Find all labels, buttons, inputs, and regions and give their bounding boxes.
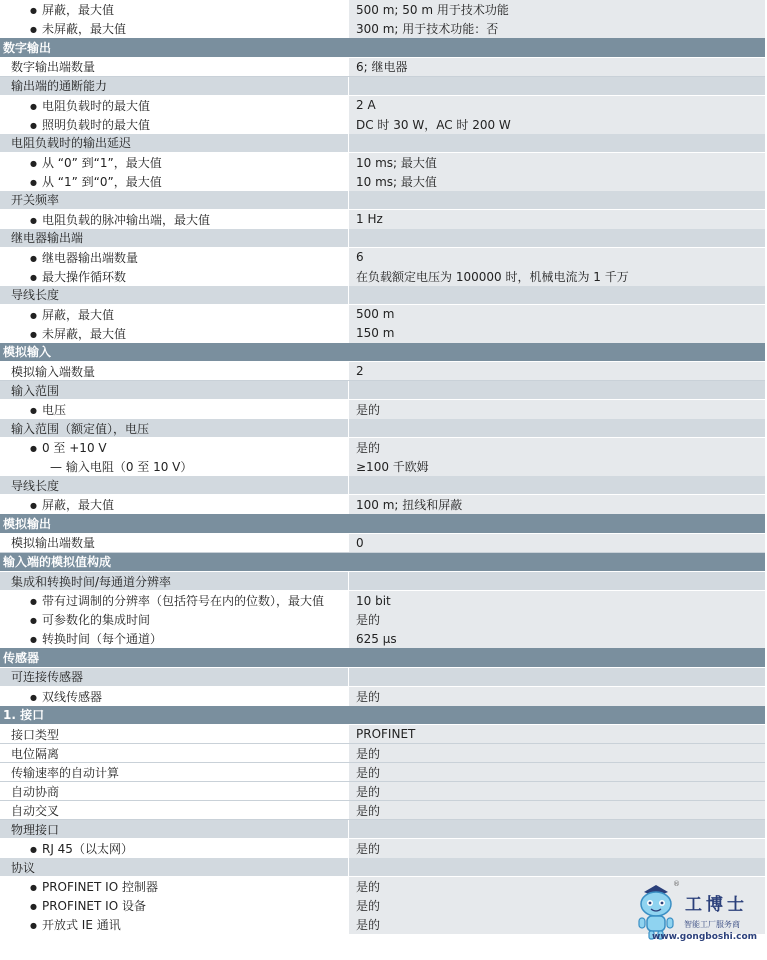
spec-label: 照明负载时的最大值 [41, 117, 150, 132]
bullet-icon [30, 308, 42, 322]
group-header-row [0, 381, 765, 400]
spec-label-cell [0, 840, 348, 857]
spec-value: PROFINET [348, 725, 765, 743]
watermark-url: www.gongboshi.com [652, 932, 758, 942]
spec-label: 输入范围 [11, 383, 60, 398]
spec-row [0, 0, 765, 19]
spec-value: 是的 [348, 915, 765, 934]
spec-label: 继电器输出端 [11, 231, 84, 245]
spec-label-cell [0, 573, 348, 590]
spec-label: 集成和转换时间/每通道分辨率 [11, 574, 172, 589]
spec-label: PROFINET IO 设备 [41, 899, 146, 913]
spec-label: PROFINET IO 控制器 [41, 880, 158, 894]
bullet-icon [30, 899, 42, 913]
spec-value: 0 [348, 534, 765, 552]
spec-label-cell [0, 382, 348, 399]
spec-label-cell [0, 58, 348, 75]
section-header [0, 706, 765, 726]
spec-value: 300 m; 用于技术功能：否 [348, 19, 765, 38]
spec-row [0, 267, 765, 286]
spec-value: 是的 [348, 744, 765, 762]
spec-row [0, 687, 765, 706]
spec-value [348, 476, 765, 494]
spec-row [0, 172, 765, 191]
spec-label-cell [0, 916, 348, 933]
bullet-icon [30, 251, 42, 265]
spec-label-cell [0, 477, 348, 494]
spec-row [0, 534, 765, 553]
spec-row [0, 210, 765, 229]
spec-label: 转换时间（每个通道） [41, 632, 162, 646]
bullet-icon [30, 327, 42, 341]
spec-label-cell [0, 630, 348, 647]
spec-value: 是的 [348, 610, 765, 629]
spec-row [0, 725, 765, 744]
spec-label-cell [0, 420, 348, 437]
spec-label-cell [0, 116, 348, 133]
spec-label-cell [0, 764, 348, 781]
spec-label-cell [0, 191, 348, 208]
bullet-icon [30, 22, 42, 36]
spec-label-cell [0, 439, 348, 456]
spec-label-cell [0, 726, 348, 743]
spec-value: ≥100 千欧姆 [348, 457, 765, 476]
spec-label-cell [0, 249, 348, 266]
spec-label: 输入范围（额定值），电压 [11, 421, 150, 436]
spec-label-cell [0, 821, 348, 838]
bullet-icon [30, 213, 42, 227]
spec-value: 6; 继电器 [348, 58, 765, 76]
group-header-row [0, 476, 765, 495]
bullet-icon [30, 690, 42, 704]
spec-value: 是的 [348, 801, 765, 819]
group-header-row [0, 820, 765, 839]
registered-mark: ® [673, 880, 680, 888]
spec-row [0, 19, 765, 38]
spec-value [348, 191, 765, 209]
spec-label-cell [0, 154, 348, 171]
spec-label-cell [0, 306, 348, 323]
spec-label-cell [0, 611, 348, 628]
spec-value: 10 bit [348, 591, 765, 610]
spec-value: 是的 [348, 877, 765, 896]
section-title: 数字输出 [3, 40, 52, 55]
spec-value [348, 77, 765, 95]
spec-row [0, 610, 765, 629]
spec-label-cell [0, 745, 348, 762]
group-header-row [0, 77, 765, 96]
spec-label-cell [0, 897, 348, 914]
spec-label: 自动协商 [11, 784, 60, 799]
spec-label: 可连接传感器 [11, 670, 84, 684]
spec-label: 输出端的通断能力 [11, 79, 108, 93]
bullet-icon [30, 842, 42, 856]
bullet-icon [30, 156, 42, 170]
spec-label: 双线传感器 [41, 689, 102, 704]
section-header [0, 38, 765, 58]
spec-label: 带有过调制的分辨率（包括符号在内的位数），最大值 [41, 594, 324, 608]
spec-label: 数字输出端数量 [11, 60, 96, 74]
spec-row [0, 400, 765, 419]
group-header-row [0, 191, 765, 210]
section-header [0, 343, 765, 363]
group-header-row [0, 668, 765, 687]
section-title: 输入端的模拟值构成 [3, 555, 112, 570]
section-header [0, 553, 765, 573]
spec-label: 屏蔽，最大值 [41, 498, 114, 512]
spec-label-cell [0, 802, 348, 819]
spec-label-cell [0, 286, 348, 303]
spec-label-cell [0, 534, 348, 551]
spec-value: 500 m; 50 m 用于技术功能 [348, 0, 765, 19]
spec-row [0, 839, 765, 858]
spec-value: 2 A [348, 96, 765, 115]
spec-value: 是的 [348, 687, 765, 706]
spec-value: 2 [348, 362, 765, 380]
spec-label: 传输速率的自动计算 [11, 765, 120, 780]
spec-label: 未屏蔽，最大值 [41, 326, 126, 341]
spec-label-cell [0, 878, 348, 895]
spec-row [0, 115, 765, 134]
bullet-icon [30, 880, 42, 894]
spec-value: 是的 [348, 438, 765, 457]
bullet-icon [30, 270, 42, 284]
spec-value [348, 572, 765, 590]
section-header [0, 648, 765, 668]
section-title: 传感器 [3, 650, 40, 665]
spec-value [348, 286, 765, 304]
bullet-icon [30, 632, 42, 646]
spec-label-cell [0, 458, 348, 475]
spec-label-cell [0, 668, 348, 685]
bullet-icon [30, 498, 42, 512]
group-header-row [0, 419, 765, 438]
spec-label: 电位隔离 [11, 746, 60, 761]
spec-value: 是的 [348, 896, 765, 915]
group-header-row [0, 286, 765, 305]
group-header-row [0, 572, 765, 591]
spec-value [348, 820, 765, 838]
spec-label-cell [0, 97, 348, 114]
spec-label: RJ 45（以太网） [41, 842, 133, 856]
spec-label-cell [0, 496, 348, 513]
spec-label-cell [0, 20, 348, 37]
spec-label: 自动交叉 [11, 803, 60, 818]
spec-row [0, 305, 765, 324]
spec-label-cell [0, 783, 348, 800]
spec-label: 导线长度 [11, 478, 60, 493]
spec-label-cell [0, 77, 348, 94]
spec-value: 150 m [348, 324, 765, 343]
spec-row [0, 248, 765, 267]
spec-label: 从 “1” 到“0”，最大值 [41, 174, 162, 189]
spec-value [348, 381, 765, 399]
spec-row [0, 495, 765, 514]
spec-value: 625 μs [348, 629, 765, 648]
spec-label: 开关频率 [11, 193, 60, 207]
spec-label-cell [0, 688, 348, 705]
spec-row [0, 457, 765, 476]
spec-row [0, 763, 765, 782]
spec-row [0, 362, 765, 381]
spec-label: — 输入电阻（0 至 10 V） [50, 460, 193, 474]
bullet-icon [30, 3, 42, 17]
spec-row [0, 324, 765, 343]
spec-label-cell [0, 268, 348, 285]
spec-label-cell [0, 363, 348, 380]
spec-value: 10 ms; 最大值 [348, 153, 765, 172]
spec-label: 屏蔽，最大值 [41, 307, 114, 322]
bullet-icon [30, 441, 42, 455]
spec-label: 最大操作循环数 [41, 269, 126, 284]
spec-label: 从 “0” 到“1”，最大值 [41, 155, 162, 170]
bullet-icon [30, 99, 42, 113]
watermark-brand: 工博士 [685, 895, 748, 915]
bullet-icon [30, 175, 42, 189]
spec-label: 开放式 IE 通讯 [41, 918, 121, 932]
spec-row [0, 591, 765, 610]
spec-row [0, 782, 765, 801]
spec-label-cell [0, 859, 348, 876]
bullet-icon [30, 118, 42, 132]
spec-label-cell [0, 211, 348, 228]
group-header-row [0, 858, 765, 877]
watermark [630, 878, 760, 944]
section-title: 模拟输出 [3, 516, 52, 531]
spec-label: 0 至 +10 V [41, 441, 107, 455]
watermark-subtitle: 智能工厂服务商 [684, 920, 740, 929]
spec-row [0, 629, 765, 648]
spec-label-cell [0, 229, 348, 246]
spec-label: 模拟输入端数量 [11, 364, 96, 379]
spec-value: 在负载额定电压为 100000 时，机械电流为 1 千万 [348, 267, 765, 286]
spec-value: 是的 [348, 782, 765, 800]
spec-value: 是的 [348, 763, 765, 781]
spec-label: 接口类型 [11, 727, 60, 742]
section-title: 1. 接口 [3, 708, 45, 723]
spec-value [348, 668, 765, 686]
spec-label: 继电器输出端数量 [41, 250, 138, 265]
spec-label: 可参数化的集成时间 [41, 613, 150, 627]
bullet-icon [30, 403, 42, 417]
group-header-row [0, 229, 765, 248]
spec-label: 物理接口 [11, 822, 60, 837]
spec-label: 屏蔽，最大值 [41, 3, 114, 17]
spec-label-cell [0, 592, 348, 609]
spec-row [0, 801, 765, 820]
spec-label-cell [0, 134, 348, 151]
spec-row [0, 153, 765, 172]
section-title: 模拟输入 [3, 345, 52, 360]
spec-value: 100 m; 扭线和屏蔽 [348, 495, 765, 514]
spec-value: 1 Hz [348, 210, 765, 229]
spec-label: 导线长度 [11, 288, 60, 302]
spec-value [348, 419, 765, 437]
spec-label-cell [0, 401, 348, 418]
spec-value: 是的 [348, 400, 765, 419]
spec-row [0, 96, 765, 115]
spec-row [0, 438, 765, 457]
spec-label: 协议 [11, 860, 36, 875]
spec-label-cell [0, 173, 348, 190]
spec-label: 电阻负载的脉冲输出端，最大值 [41, 212, 210, 227]
spec-value [348, 229, 765, 247]
spec-label: 电阻负载时的输出延迟 [11, 136, 132, 150]
spec-value: 是的 [348, 839, 765, 858]
spec-value [348, 858, 765, 876]
spec-label: 模拟输出端数量 [11, 536, 96, 550]
spec-label: 电压 [41, 403, 66, 417]
spec-value: DC 时 30 W，AC 时 200 W [348, 115, 765, 134]
group-header-row [0, 134, 765, 153]
spec-label: 未屏蔽，最大值 [41, 22, 126, 36]
bullet-icon [30, 918, 42, 932]
bullet-icon [30, 594, 42, 608]
spec-value [348, 134, 765, 152]
spec-label: 电阻负载时的最大值 [41, 98, 150, 113]
section-header [0, 514, 765, 534]
spec-row [0, 744, 765, 763]
spec-row [0, 58, 765, 77]
spec-label-cell [0, 325, 348, 342]
spec-value: 500 m [348, 305, 765, 324]
spec-value: 10 ms; 最大值 [348, 172, 765, 191]
bullet-icon [30, 613, 42, 627]
spec-label-cell [0, 1, 348, 18]
spec-value: 6 [348, 248, 765, 267]
